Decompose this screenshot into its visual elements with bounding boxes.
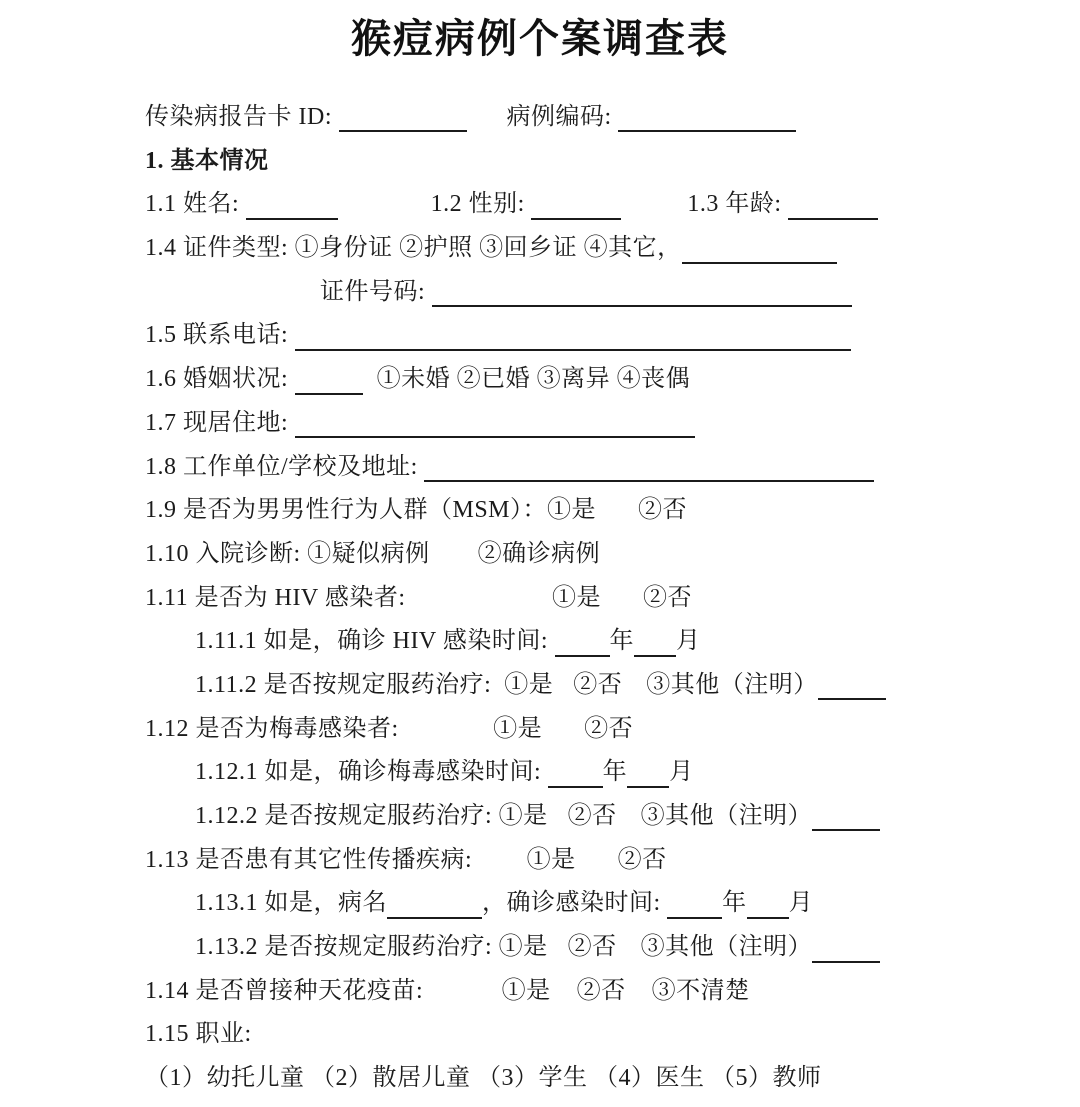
gap: [617, 953, 641, 954]
text-segment: 月: [676, 628, 701, 655]
text-segment: ③其他（注明）: [646, 671, 818, 698]
gap: [548, 953, 568, 954]
text-segment: ①是: [501, 977, 551, 1004]
text-segment: 1.12 是否为梅毒感染者:: [145, 715, 406, 742]
line-other-std: [145, 839, 1080, 883]
blank-field: [295, 323, 851, 351]
line-hiv-time: [145, 620, 1080, 664]
text-segment: 1.9 是否为男男性行为人群（MSM）：①是: [145, 497, 597, 524]
gap: [548, 822, 568, 823]
line-name-gender-age: [145, 183, 1080, 227]
text-segment: 1.13.2 是否按规定服药治疗: ①是: [195, 934, 548, 961]
gap: [338, 210, 431, 211]
text-segment: （1）幼托儿童 （2）散居儿童 （3）学生 （4）医生 （5）教师: [145, 1065, 822, 1092]
gap: [621, 210, 687, 211]
text-segment: 1.15 职业:: [145, 1021, 259, 1048]
gap: [626, 997, 652, 998]
gap: [576, 866, 618, 867]
line-workplace: [145, 446, 1080, 490]
blank-field: [432, 279, 852, 307]
line-hiv-treatment: [145, 664, 1080, 708]
blank-field: [627, 760, 669, 788]
text-segment: 1.11 是否为 HIV 感染者:: [145, 584, 412, 611]
gap: [405, 735, 493, 736]
text-segment: ③不清楚: [651, 977, 750, 1004]
text-segment: 证件号码:: [320, 278, 432, 305]
gap: [467, 123, 507, 124]
text-segment: ②否: [643, 584, 692, 611]
text-segment: 1.1 姓名:: [145, 191, 246, 218]
text-segment: ②否: [584, 715, 634, 742]
text-segment: ，确诊感染时间:: [482, 890, 668, 917]
line-id-number: [145, 271, 1080, 315]
text-segment: ②否: [576, 977, 626, 1004]
gap: [479, 866, 527, 867]
text-segment: 1.13 是否患有其它性传播疾病:: [145, 846, 479, 873]
line-admission-diagnosis: [145, 533, 1080, 577]
line-other-std-detail: [145, 882, 1080, 926]
line-smallpox-vaccine: [145, 970, 1080, 1014]
gap: [363, 385, 377, 386]
text-segment: 1.5 联系电话:: [145, 322, 295, 349]
text-segment: ①是: [552, 584, 601, 611]
text-segment: 年: [602, 759, 628, 786]
text-segment: 年: [609, 628, 634, 655]
blank-field: [531, 192, 621, 220]
line-phone: [145, 314, 1080, 358]
text-segment: 1.4 证件类型: ①身份证 ②护照 ③回乡证 ④其它，: [145, 235, 682, 262]
text-segment: 月: [669, 759, 694, 786]
text-segment: ①未婚 ②已婚 ③离异 ④丧偶: [376, 366, 691, 393]
text-segment: ③其他（注明）: [640, 803, 813, 829]
text-segment: 1.11.2 是否按规定服药治疗: ①是: [195, 671, 554, 698]
line-syphilis: [145, 708, 1080, 752]
text-segment: ②否: [573, 671, 623, 698]
blank-field: [682, 236, 837, 264]
gap: [542, 735, 584, 736]
text-segment: 传染病报告卡 ID:: [145, 104, 339, 130]
blank-field: [339, 104, 467, 132]
gap: [430, 560, 478, 561]
text-segment: ②否: [638, 497, 688, 524]
gap: [596, 516, 638, 517]
text-segment: 1.13.1 如是，病名: [195, 890, 387, 917]
blank-field: [667, 891, 722, 919]
line-residence: [145, 402, 1080, 446]
text-segment: ①是: [526, 846, 576, 873]
text-segment: 1.3 年龄:: [687, 191, 789, 218]
text-segment: 1.2 性别:: [430, 191, 532, 218]
line-id-type: [145, 227, 1080, 271]
text-segment: 1.8 工作单位/学校及地址:: [145, 453, 425, 480]
blank-field: [387, 891, 482, 919]
blank-field: [424, 454, 874, 482]
blank-field: [618, 104, 796, 132]
gap: [553, 691, 573, 692]
blank-field: [812, 935, 880, 963]
blank-field: [788, 192, 878, 220]
text-segment: 1.12.1 如是，确诊梅毒感染时间:: [195, 759, 548, 786]
text-segment: 1.14 是否曾接种天花疫苗:: [145, 977, 430, 1004]
form-lines: [0, 96, 1080, 1101]
text-segment: ②确诊病例: [477, 540, 601, 567]
line-other-std-treatment: [145, 926, 1080, 970]
section-basic-info-heading: [145, 140, 1080, 184]
line-hiv: [145, 577, 1080, 621]
text-segment: ③其他（注明）: [640, 934, 813, 961]
blank-field: [747, 891, 789, 919]
gap: [551, 997, 577, 998]
text-segment: ②否: [567, 803, 617, 829]
text-segment: 1.12.2 是否按规定服药治疗: ①是: [195, 803, 548, 829]
gap: [430, 997, 502, 998]
gap: [622, 691, 646, 692]
text-segment: 1.11.1 如是，确诊 HIV 感染时间:: [195, 628, 555, 655]
gap: [412, 604, 552, 605]
text-segment: 1. 基本情况: [145, 147, 269, 174]
blank-field: [295, 367, 363, 395]
line-occupation: [145, 1013, 1080, 1057]
text-segment: 1.10 入院诊断: ①疑似病例: [145, 540, 430, 567]
blank-field: [812, 803, 880, 831]
text-segment: 病例编码:: [506, 104, 619, 130]
text-segment: 1.7 现居住地:: [145, 409, 295, 436]
line-occupation-options: [145, 1057, 1080, 1101]
text-segment: 1.6 婚姻状况:: [145, 366, 295, 393]
line-syphilis-time: [145, 751, 1080, 795]
line-marital-status: [145, 358, 1080, 402]
text-segment: ②否: [567, 934, 617, 961]
text-segment: 月: [788, 890, 814, 917]
blank-field: [295, 410, 695, 438]
blank-field: [818, 672, 886, 700]
document-title: 猴痘病例个案调查表: [351, 16, 729, 61]
gap: [601, 604, 643, 605]
line-msm: [145, 489, 1080, 533]
report-card-line: [145, 96, 1080, 140]
gap: [617, 822, 641, 823]
text-segment: ①是: [493, 715, 543, 742]
blank-field: [548, 760, 603, 788]
blank-field: [634, 629, 676, 657]
line-syphilis-treatment: [145, 795, 1080, 839]
blank-field: [246, 192, 338, 220]
blank-field: [555, 629, 610, 657]
text-segment: ②否: [617, 846, 667, 873]
text-segment: 年: [722, 890, 747, 917]
